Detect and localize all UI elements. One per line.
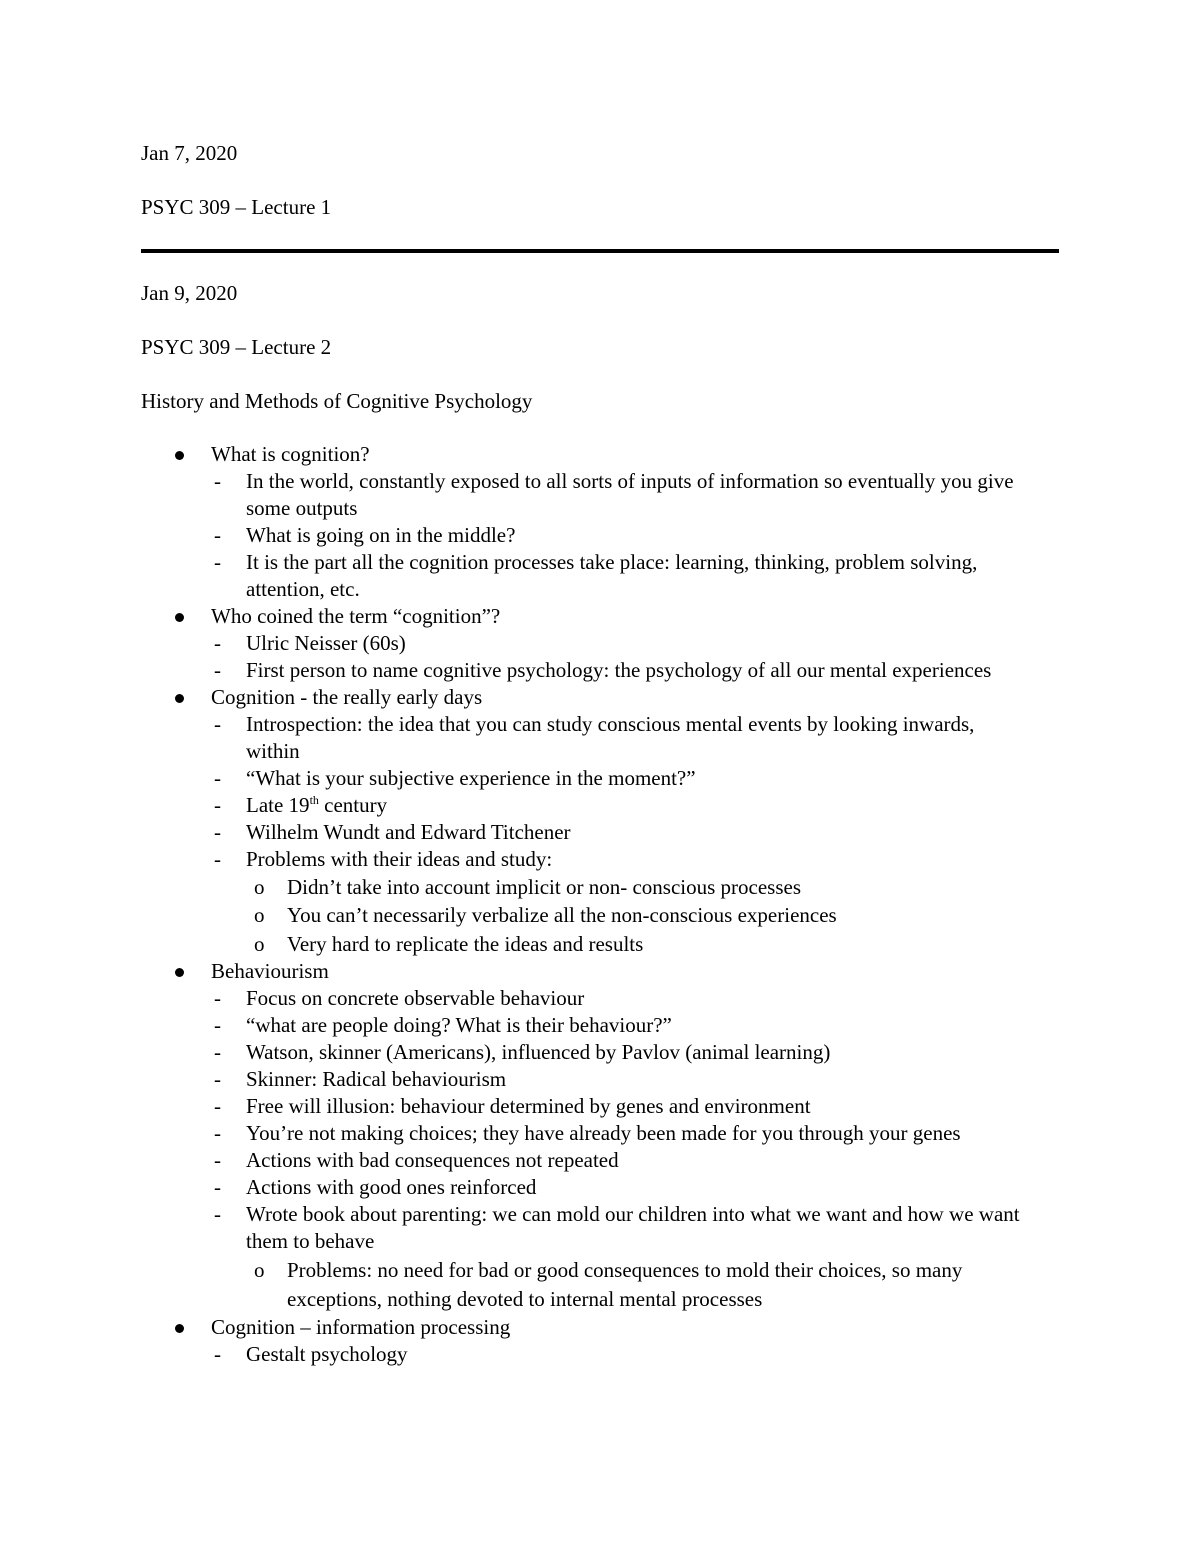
sub-item-text: First person to name cognitive psychology: the psychology of all our mental experiences <box>246 658 992 682</box>
bullet-icon <box>175 451 184 460</box>
sub-item <box>211 1147 1061 1174</box>
superscript: th <box>309 793 319 807</box>
dash-icon: - <box>214 1067 221 1091</box>
dash-icon: - <box>214 1121 221 1145</box>
dash-icon: - <box>214 523 221 547</box>
dash-icon: - <box>214 712 221 736</box>
sub-item <box>211 1012 1061 1039</box>
sub-sub-item-text: Didn’t take into account implicit or non- conscious processes <box>287 875 801 899</box>
sub-item <box>211 630 1061 657</box>
sub-item <box>211 1201 1036 1314</box>
sub-item <box>211 549 996 603</box>
dash-icon: - <box>214 766 221 790</box>
sub-item-text: What is going on in the middle? <box>246 523 516 547</box>
dash-icon: - <box>214 1342 221 1366</box>
dash-icon: - <box>214 1148 221 1172</box>
sub-item <box>211 657 996 684</box>
sub-list <box>211 468 1061 603</box>
dash-icon: - <box>214 658 221 682</box>
sub-sub-list <box>246 1256 1036 1314</box>
sub-item-text: century <box>318 793 388 817</box>
lecture2-title: PSYC 309 – Lecture 2 <box>141 335 332 359</box>
circle-icon: o <box>254 932 265 956</box>
document-page <box>141 140 1061 1368</box>
circle-icon: o <box>254 875 265 899</box>
dash-icon: - <box>214 1040 221 1064</box>
dash-icon: - <box>214 550 221 574</box>
note-bullet <box>141 1314 1061 1368</box>
sub-item-text: “what are people doing? What is their behaviour?” <box>246 1013 672 1037</box>
sub-item <box>211 522 1061 549</box>
bullet-text: What is cognition? <box>211 442 370 466</box>
sub-item-text: “What is your subjective experience in the moment?” <box>246 766 696 790</box>
section-divider <box>141 249 1059 253</box>
dash-icon: - <box>214 469 221 493</box>
bullet-icon <box>175 613 184 622</box>
sub-list <box>211 630 1061 684</box>
sub-list <box>211 1341 1061 1368</box>
sub-item-text: Free will illusion: behaviour determined by genes and environment <box>246 1094 811 1118</box>
sub-item <box>211 1039 1061 1066</box>
sub-item <box>211 468 1026 522</box>
note-bullet <box>141 684 1061 958</box>
sub-item-text: Watson, skinner (Americans), influenced by Pavlov (animal learning) <box>246 1040 831 1064</box>
sub-item <box>211 792 1061 819</box>
sub-sub-item <box>246 902 1061 929</box>
sub-item <box>211 1066 1061 1093</box>
dash-icon: - <box>214 793 221 817</box>
bullet-icon <box>175 694 184 703</box>
bullet-icon <box>175 1324 184 1333</box>
sub-item <box>211 1174 1061 1201</box>
dash-icon: - <box>214 847 221 871</box>
sub-list <box>211 985 1061 1314</box>
dash-icon: - <box>214 1013 221 1037</box>
sub-item <box>211 846 1061 958</box>
lecture1-date: Jan 7, 2020 <box>141 141 238 165</box>
dash-icon: - <box>214 1094 221 1118</box>
sub-item <box>211 711 1006 765</box>
note-bullet <box>141 441 1061 603</box>
dash-icon: - <box>214 631 221 655</box>
sub-item <box>211 1120 1061 1147</box>
sub-item-text: Focus on concrete observable behaviour <box>246 986 585 1010</box>
dash-icon: - <box>214 1175 221 1199</box>
lecture2-heading: History and Methods of Cognitive Psychology <box>141 389 533 413</box>
sub-item-text: Actions with bad consequences not repeated <box>246 1148 619 1172</box>
dash-icon: - <box>214 1202 221 1226</box>
sub-sub-item <box>246 931 1061 958</box>
note-bullet <box>141 958 1061 1314</box>
sub-sub-item-text: You can’t necessarily verbalize all the non-conscious experiences <box>287 903 837 927</box>
sub-sub-item-text: Very hard to replicate the ideas and results <box>287 932 644 956</box>
sub-item-text: Problems with their ideas and study: <box>246 847 553 871</box>
sub-item-text: Actions with good ones reinforced <box>246 1175 537 1199</box>
notes-list <box>141 441 1061 1368</box>
dash-icon: - <box>214 986 221 1010</box>
bullet-icon <box>175 968 184 977</box>
bullet-text: Cognition - the really early days <box>211 685 483 709</box>
sub-list <box>211 711 1061 958</box>
sub-item <box>211 985 1061 1012</box>
circle-icon: o <box>254 1258 265 1282</box>
bullet-text: Who coined the term “cognition”? <box>211 604 501 628</box>
bullet-text: Behaviourism <box>211 959 329 983</box>
sub-item-text: Introspection: the idea that you can study conscious mental events by looking inwards, within <box>246 712 975 763</box>
sub-sub-item-text: Problems: no need for bad or good consequences to mold their choices, so many exceptions, nothing devoted to internal mental processes <box>287 1258 963 1311</box>
dash-icon: - <box>214 820 221 844</box>
sub-item <box>211 1093 1061 1120</box>
sub-item-text: Wrote book about parenting: we can mold our children into what we want and how we want them to behave <box>246 1202 1020 1253</box>
bullet-text: Cognition – information processing <box>211 1315 511 1339</box>
note-bullet <box>141 603 1061 684</box>
sub-item <box>211 819 1061 846</box>
sub-sub-item <box>246 874 1061 901</box>
sub-item-text: It is the part all the cognition processes take place: learning, thinking, problem solving, attention, etc. <box>246 550 978 601</box>
sub-item-text: You’re not making choices; they have already been made for you through your genes <box>246 1121 961 1145</box>
circle-icon: o <box>254 903 265 927</box>
sub-item-text: Gestalt psychology <box>246 1342 408 1366</box>
lecture2-date: Jan 9, 2020 <box>141 281 238 305</box>
sub-sub-list <box>246 874 1061 958</box>
sub-item-text: Ulric Neisser (60s) <box>246 631 406 655</box>
sub-item-text: Wilhelm Wundt and Edward Titchener <box>246 820 571 844</box>
sub-item-text: In the world, constantly exposed to all sorts of inputs of information so eventually you give some outputs <box>246 469 1014 520</box>
sub-item-text: Skinner: Radical behaviourism <box>246 1067 507 1091</box>
sub-item <box>211 765 1061 792</box>
lecture1-title: PSYC 309 – Lecture 1 <box>141 195 332 219</box>
sub-sub-item <box>246 1256 1036 1314</box>
sub-item <box>211 1341 1061 1368</box>
sub-item-text: Late 19 <box>246 793 310 817</box>
